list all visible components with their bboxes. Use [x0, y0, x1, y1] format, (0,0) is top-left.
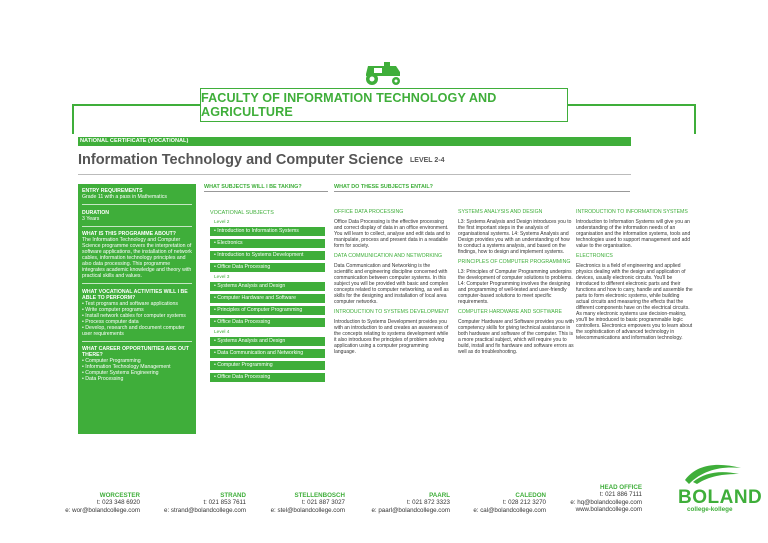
- duration-text: 3 Years: [82, 215, 100, 222]
- level-label: Level 4: [214, 330, 230, 335]
- subject-pill: • Principles of Computer Programming: [210, 306, 325, 315]
- campus-name: WORCESTER: [99, 492, 140, 499]
- frame-line-left: [72, 104, 200, 106]
- entails-heading: WHAT DO THESE SUBJECTS ENTAIL?: [334, 184, 630, 192]
- subjects-heading: WHAT SUBJECTS WILL I BE TAKING?: [204, 184, 328, 192]
- frame-line-right: [568, 104, 696, 106]
- list-item: • Computer Programming: [82, 358, 192, 364]
- descriptions-col-1: [334, 206, 450, 359]
- campus-name: STELLENBOSCH: [294, 492, 345, 499]
- campus-contact: [250, 492, 345, 514]
- subject-pill: • Computer Programming: [210, 361, 325, 370]
- section-body: Introduction to Systems Development provides you with an introduction to and creates an awareness of the concepts relating to systems development while it also introduces the principles of problem solving application using a computer programming language.: [334, 319, 449, 355]
- campus-name: STRAND: [220, 492, 246, 499]
- careers-list: [82, 358, 192, 382]
- divider: [82, 283, 192, 284]
- programme-title: Information Technology and Computer Science: [78, 152, 404, 168]
- subject-pill: • Data Communication and Networking: [210, 349, 325, 358]
- list-item: • Computer Systems Engineering: [82, 370, 192, 376]
- subject-pill: • Office Data Processing: [210, 263, 325, 272]
- list-item: • Test programs and software applications: [82, 301, 192, 307]
- list-item: • Write computer programs: [82, 307, 192, 313]
- list-item: • Data Processing: [82, 376, 192, 382]
- section-body: L3: Systems Analysis and Design introduces you to the first important steps in the analysis of organisational systems. L4: Systems Analysis and Design provides you with an understanding of how to conduct a systems analysis, and based on the findings, how to design and implement systems.: [458, 219, 572, 255]
- list-item: • Develop, research and document computer user requirements: [82, 325, 192, 337]
- campus-phone: t: 021 887 3027: [301, 499, 345, 507]
- section-body: L3: Principles of Computer Programming underpins the development of computer solutions to problems. L4: Computer Programming involves the designing and programming of well-tested and user-friendly computer-based solutions to meet specific requirements.: [458, 269, 573, 305]
- subjects-column: [204, 184, 328, 385]
- campus-name: HEAD OFFICE: [600, 484, 642, 491]
- boland-logo-swoosh-icon: [683, 462, 743, 486]
- activities-list: [82, 301, 192, 337]
- descriptions-col-2: [458, 206, 574, 359]
- section-heading: INTRODUCTION TO INFORMATION SYSTEMS: [576, 209, 688, 215]
- campus-email: e: cal@bolandcollege.com: [473, 506, 546, 514]
- campus-email: e: stel@bolandcollege.com: [270, 506, 345, 514]
- about-text: The Information Technology and Computer Science programme covers the interpretation of software applications, the installation of network cables, information technology principles and also data processing. This programme integrates academic knowledge and theory with practical skills and values.: [82, 237, 192, 280]
- divider: [82, 204, 192, 205]
- tractor-icon: [354, 58, 414, 88]
- section-body: Electronics is a field of engineering and applied physics dealing with the design and application of devices, usually electronic circuits. You'll be introduced to different electronic parts and their functions and how to carry, handle and assemble the parts to form electronic systems, while building actual circuits and measuring the effects that the different components have on the electrical circuits. As many electronic systems use decision-making, you'll be introduced to basic programmable logic controllers. Electronics empowers you to learn about the sophistication of advanced technology in telecommunications and information technology.: [576, 263, 693, 341]
- campus-website[interactable]: www.bolandcollege.com: [575, 506, 642, 514]
- certificate-label: NATIONAL CERTIFICATE (VOCATIONAL): [80, 138, 189, 144]
- campus-phone: t: 021 886 7111: [599, 491, 642, 499]
- faculty-title-box: [200, 88, 568, 122]
- section-body: Computer Hardware and Software provides you with competency skills for giving technical assistance in both hardware and software of the computer. This is a more practical subject, which will require you to build, install and fix hardware and software errors as well as do troubleshooting.: [458, 319, 574, 355]
- programme-level: LEVEL 2-4: [410, 157, 445, 164]
- campus-phone: t: 023 348 6920: [96, 499, 140, 507]
- campus-phone: t: 028 212 3270: [502, 499, 546, 507]
- subject-pill: • Introduction to Information Systems: [210, 227, 325, 236]
- boland-logo-subtitle: college-kollege: [687, 506, 733, 513]
- campus-email: e: paarl@bolandcollege.com: [371, 506, 450, 514]
- list-item: • Process computer data: [82, 319, 192, 325]
- section-heading: ELECTRONICS: [576, 253, 613, 259]
- section-heading: DATA COMMUNICATION AND NETWORKING: [334, 253, 443, 259]
- list-item: • Information Technology Management: [82, 364, 192, 370]
- section-body: Introduction to Information Systems will give you an understanding of the information needs of an organisation and the information systems, tools and technologies used to support management and add value to the organisation.: [576, 219, 691, 249]
- frame-line-left-drop: [72, 104, 74, 134]
- descriptions-col-3: [576, 206, 694, 345]
- duration-heading: DURATION: [82, 209, 109, 216]
- list-item: • Install network cables for computer systems: [82, 313, 192, 319]
- subject-pill: • Systems Analysis and Design: [210, 337, 325, 346]
- subject-pill: • Systems Analysis and Design: [210, 282, 325, 291]
- section-heading: OFFICE DATA PROCESSING: [334, 209, 404, 215]
- level-label: Level 3: [214, 275, 230, 280]
- campus-email: e: strand@bolandcollege.com: [164, 506, 246, 514]
- divider: [82, 341, 192, 342]
- frame-line-right-drop: [694, 104, 696, 134]
- campus-contact: [48, 492, 140, 514]
- section-body: Data Communication and Networking is the scientific and engineering discipline concerned with communication between computer systems. In this subject you will be provided with basic and complex concepts related to computer networking, as well as skills for the designing and installation of local area computer networks.: [334, 263, 449, 305]
- careers-heading: WHAT CAREER OPPORTUNITIES ARE OUT THERE?: [82, 346, 189, 359]
- programme-info-panel: [78, 184, 196, 434]
- vocational-subjects-label: VOCATIONAL SUBJECTS: [210, 210, 274, 216]
- campus-phone: t: 021 872 3323: [406, 499, 450, 507]
- faculty-title: FACULTY OF INFORMATION TECHNOLOGY AND AGRICULTURE: [201, 91, 497, 119]
- entry-requirements-text: Grade 11 with a pass in Mathematics: [82, 194, 167, 200]
- subject-pill: • Office Data Processing: [210, 373, 325, 382]
- campus-contact: [452, 492, 546, 514]
- section-heading: SYSTEMS ANALYSIS AND DESIGN: [458, 209, 543, 215]
- subject-pill: • Electronics: [210, 239, 325, 248]
- head-office-contact: [548, 484, 642, 514]
- section-heading: PRINCIPLES OF COMPUTER PROGRAMMING: [458, 259, 571, 265]
- campus-contact: [350, 492, 450, 514]
- section-body: Office Data Processing is the effective processing and correct display of data in an office environment. You will learn to collect, analyse and edit data and to manipulate, process and present data in a readable form for society.: [334, 219, 451, 249]
- campus-contact: [146, 492, 246, 514]
- campus-name: PAARL: [429, 492, 450, 499]
- campus-name: CALEDON: [515, 492, 546, 499]
- level-label: Level 2: [214, 220, 230, 225]
- entry-requirements-heading: ENTRY REQUIREMENTS: [82, 188, 143, 194]
- title-rule: [78, 174, 631, 175]
- boland-logo: BOLAND: [678, 487, 763, 508]
- campus-phone: t: 021 853 7611: [203, 499, 246, 507]
- section-heading: COMPUTER HARDWARE AND SOFTWARE: [458, 309, 562, 315]
- subject-pill: • Computer Hardware and Software: [210, 294, 325, 303]
- subject-pill: • Introduction to Systems Development: [210, 251, 325, 260]
- about-heading: WHAT IS THIS PROGRAMME ABOUT?: [82, 231, 176, 238]
- campus-email: e: hq@bolandcollege.com: [570, 498, 642, 506]
- subject-pill: • Office Data Processing: [210, 318, 325, 327]
- activities-heading: WHAT VOCATIONAL ACTIVITIES WILL I BE ABLE TO PERFORM?: [82, 288, 188, 301]
- divider: [82, 226, 192, 227]
- section-heading: INTRODUCTION TO SYSTEMS DEVELOPMENT: [334, 309, 450, 315]
- campus-email: e: wor@bolandcollege.com: [65, 506, 140, 514]
